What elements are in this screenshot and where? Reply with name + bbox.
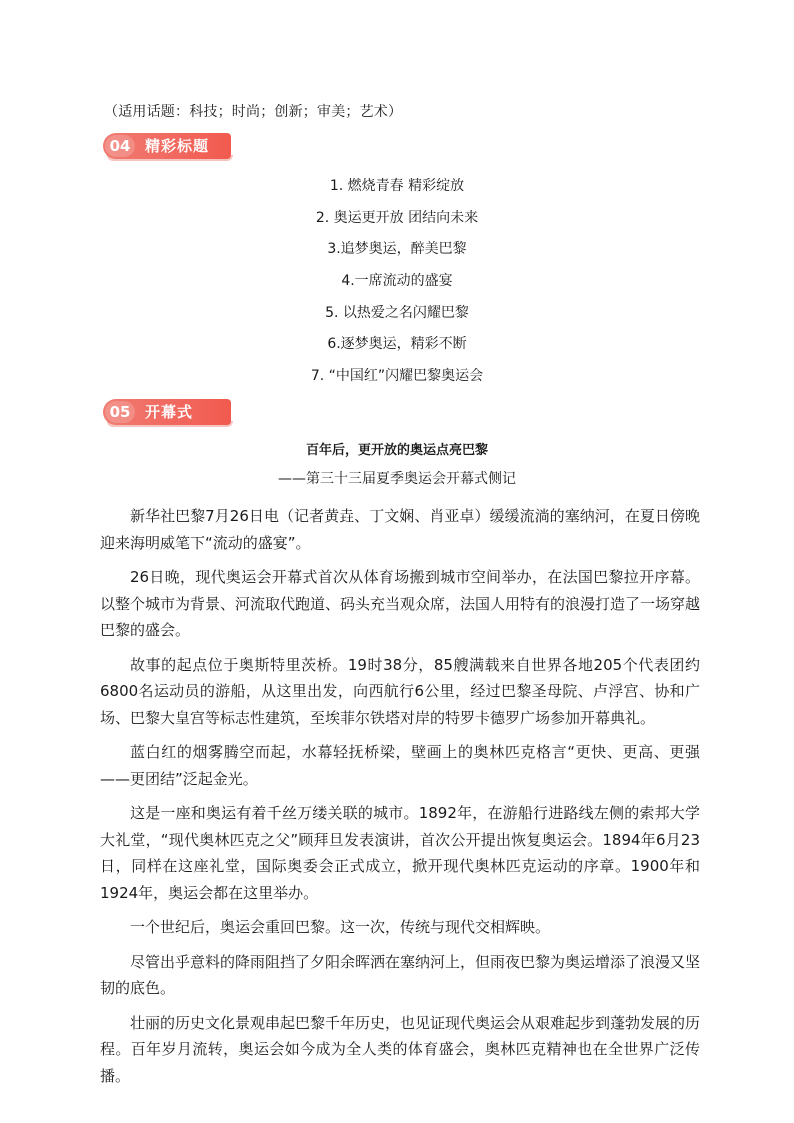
paragraph: 新华社巴黎7月26日电（记者黄垚、丁文娴、肖亚卓）缓缓流淌的塞纳河，在夏日傍晚迎来海明威笔下“流动的盛宴”。 [100, 507, 700, 552]
title-item: 5. 以热爱之名闪耀巴黎 [325, 304, 469, 321]
title-item: 4.一席流动的盛宴 [341, 273, 453, 290]
title-list [0, 176, 794, 398]
paragraph: 这是一座和奥运有着千丝万缕关联的城市。1892年，在游船行进路线左侧的索邦大学大礼堂，“现代奥林匹克之父”顾拜旦发表演讲，首次公开提出恢复奥运会。1894年6月23日，同样在这座礼堂，国际奥委会正式成立，掀开现代奥林匹克运动的序章。1900年和1924年，奥运会都在这里举办。 [100, 804, 700, 902]
section-number: 05 [105, 401, 135, 423]
topic-note: （适用话题：科技；时尚；创新；审美；艺术） [104, 104, 403, 120]
section-04-badge [103, 133, 234, 159]
title-item: 7. “中国红”闪耀巴黎奥运会 [310, 368, 484, 385]
paragraph: 故事的起点位于奥斯特里茨桥。19时38分，85艘满载来自世界各地205个代表团约6800名运动员的游船，从这里出发，向西航行6公里，经过巴黎圣母院、卢浮宫、协和广场、巴黎大皇宫等标志性建筑，至埃菲尔铁塔对岸的特罗卡德罗广场参加开幕典礼。 [100, 655, 700, 727]
section-number: 04 [105, 135, 135, 157]
title-item: 3.追梦奥运，醉美巴黎 [327, 241, 467, 258]
title-item: 1. 燃烧青春 精彩绽放 [329, 178, 465, 194]
article-body [100, 503, 700, 1097]
section-05-badge [103, 399, 234, 425]
article-title: 百年后，更开放的奥运点亮巴黎 [305, 443, 488, 458]
title-item: 2. 奥运更开放 团结向未来 [315, 209, 479, 226]
paragraph: 26日晚，现代奥运会开幕式首次从体育场搬到城市空间举办，在法国巴黎拉开序幕。以整个城市为背景、河流取代跑道、码头充当观众席，法国人用特有的浪漫打造了一场穿越巴黎的盛会。 [100, 568, 701, 639]
article-subtitle: ——第三十三届夏季奥运会开幕式侧记 [278, 471, 516, 487]
paragraph: 一个世纪后，奥运会重回巴黎。这一次，传统与现代交相辉映。 [130, 918, 551, 936]
paragraph: 壮丽的历史文化景观串起巴黎千年历史，也见证现代奥运会从艰难起步到蓬勃发展的历程。百年岁月流转，奥运会如今成为全人类的体育盛会，奥林匹克精神也在全世界广泛传播。 [100, 1013, 701, 1085]
paragraph: 尽管出乎意料的降雨阻挡了夕阳余晖洒在塞纳河上，但雨夜巴黎为奥运增添了浪漫又坚韧的底色。 [100, 952, 701, 997]
paragraph: 蓝白红的烟雾腾空而起，水幕轻抚桥梁，壁画上的奥林匹克格言“更快、更高、更强——更团结”泛起金光。 [100, 743, 700, 788]
section-title: 开幕式 [145, 403, 194, 421]
title-item: 6.逐梦奥运，精彩不断 [327, 336, 467, 353]
section-title: 精彩标题 [145, 137, 210, 155]
